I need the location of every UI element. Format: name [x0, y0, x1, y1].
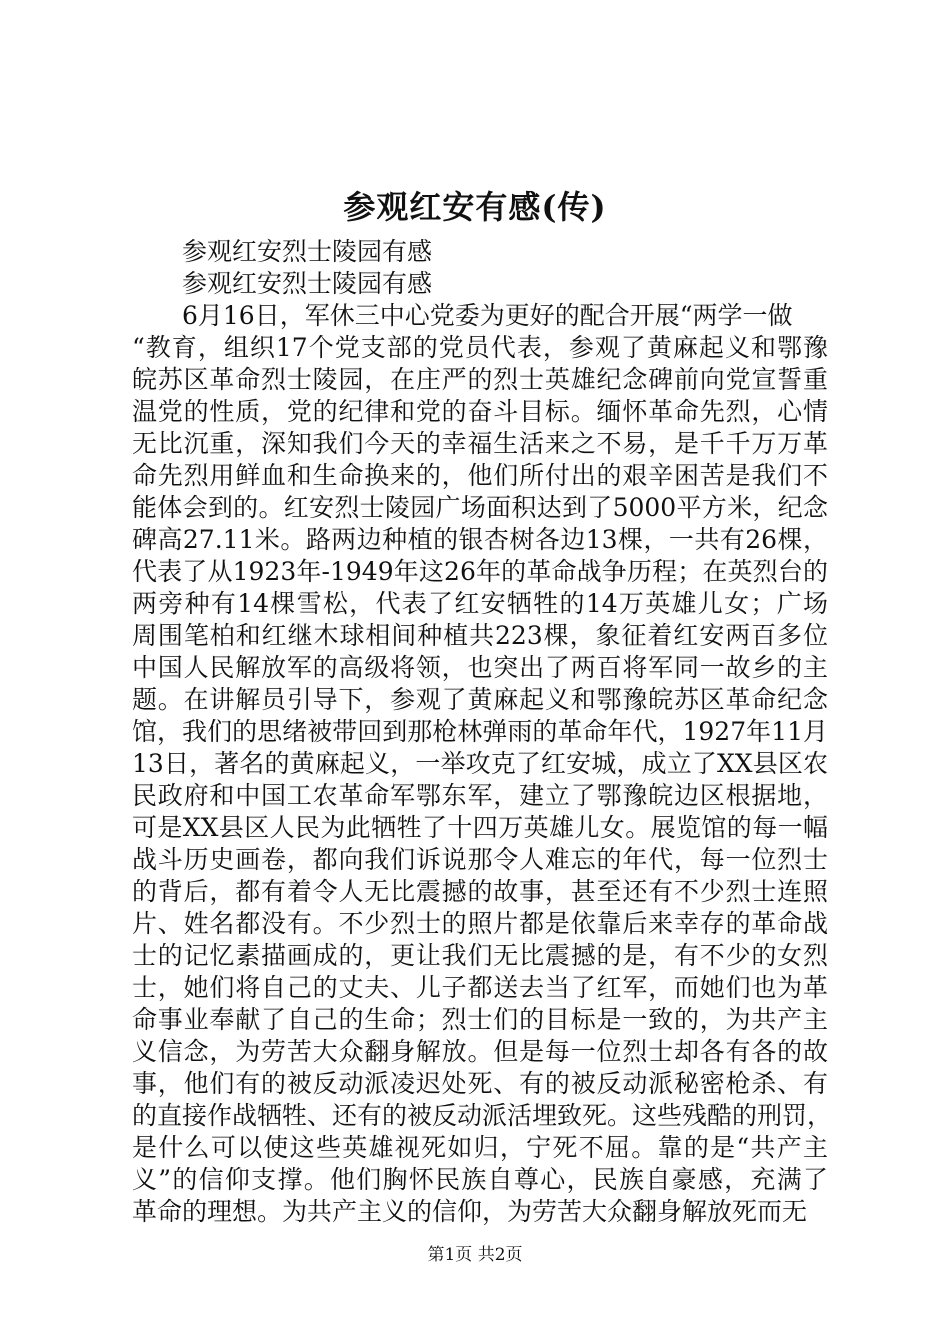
text-line: 两旁种有14棵雪松，代表了红安牺牲的14万英雄儿女；广场: [132, 589, 828, 618]
text-line: 周围笔柏和红继木球相间种植共223棵，象征着红安两百多位: [132, 621, 828, 650]
page-footer: 第1页 共2页: [427, 1245, 523, 1265]
text-line: 士，她们将自己的丈夫、儿子都送去当了红军，而她们也为革: [132, 973, 828, 1002]
text-line: 碑高27.11米。路两边种植的银杏树各边13棵，一共有26棵，: [132, 525, 828, 554]
text-line: 民政府和中国工农革命军鄂东军，建立了鄂豫皖边区根据地，: [132, 781, 828, 810]
text-line: 命先烈用鲜血和生命换来的，他们所付出的艰辛困苦是我们不: [132, 461, 828, 490]
text-line: 皖苏区革命烈士陵园，在庄严的烈士英雄纪念碑前向党宣誓重: [132, 365, 828, 394]
text-line: 13日，著名的黄麻起义，一举攻克了红安城，成立了XX县区农: [132, 749, 828, 778]
text-line: 的背后，都有着令人无比震撼的故事，甚至还有不少烈士连照: [132, 877, 828, 906]
text-line: 中国人民解放军的高级将领，也突出了两百将军同一故乡的主: [132, 653, 828, 682]
text-line: 无比沉重，深知我们今天的幸福生活来之不易，是千千万万革: [132, 429, 828, 458]
text-line: 事，他们有的被反动派凌迟处死、有的被反动派秘密枪杀、有: [132, 1069, 828, 1098]
text-line: 义信念，为劳苦大众翻身解放。但是每一位烈士却各有各的故: [132, 1037, 828, 1066]
text-line: 的直接作战牺牲、还有的被反动派活埋致死。这些残酷的刑罚，: [132, 1101, 833, 1130]
document-title: 参观红安有感(传): [343, 188, 607, 226]
text-line: 温党的性质，党的纪律和党的奋斗目标。缅怀革命先烈，心情: [132, 397, 828, 426]
subtitle-line: 参观红安烈士陵园有感: [182, 269, 433, 298]
text-line: 士的记忆素描画成的，更让我们无比震撼的是，有不少的女烈: [132, 941, 828, 970]
document-body: [132, 236, 833, 1228]
text-line: 能体会到的。红安烈士陵园广场面积达到了5000平方米，纪念: [132, 493, 828, 522]
text-line: 题。在讲解员引导下，参观了黄麻起义和鄂豫皖苏区革命纪念: [132, 685, 828, 714]
text-line: 是什么可以使这些英雄视死如归，宁死不屈。靠的是“共产主: [132, 1133, 828, 1162]
text-line: 馆，我们的思绪被带回到那枪林弹雨的革命年代，1927年11月: [132, 717, 828, 746]
text-line: 革命的理想。为共产主义的信仰，为劳苦大众翻身解放死而无: [132, 1197, 808, 1226]
text-line: 代表了从1923年-1949年这26年的革命战争历程；在英烈台的: [132, 557, 828, 586]
text-line: 义”的信仰支撑。他们胸怀民族自尊心，民族自豪感，充满了: [132, 1165, 828, 1194]
text-line: “教育，组织17个党支部的党员代表，参观了黄麻起义和鄂豫: [132, 333, 828, 362]
text-line: 战斗历史画卷，都向我们诉说那令人难忘的年代，每一位烈士: [132, 845, 828, 874]
text-line: 命事业奉献了自己的生命；烈士们的目标是一致的，为共产主: [132, 1005, 828, 1034]
text-line: 可是XX县区人民为此牺牲了十四万英雄儿女。展览馆的每一幅: [132, 813, 828, 842]
text-line: 片、姓名都没有。不少烈士的照片都是依靠后来幸存的革命战: [132, 909, 828, 938]
paragraph-first-line: 6月16日，军休三中心党委为更好的配合开展“两学一做: [182, 301, 793, 330]
subtitle-line: 参观红安烈士陵园有感: [182, 237, 433, 266]
